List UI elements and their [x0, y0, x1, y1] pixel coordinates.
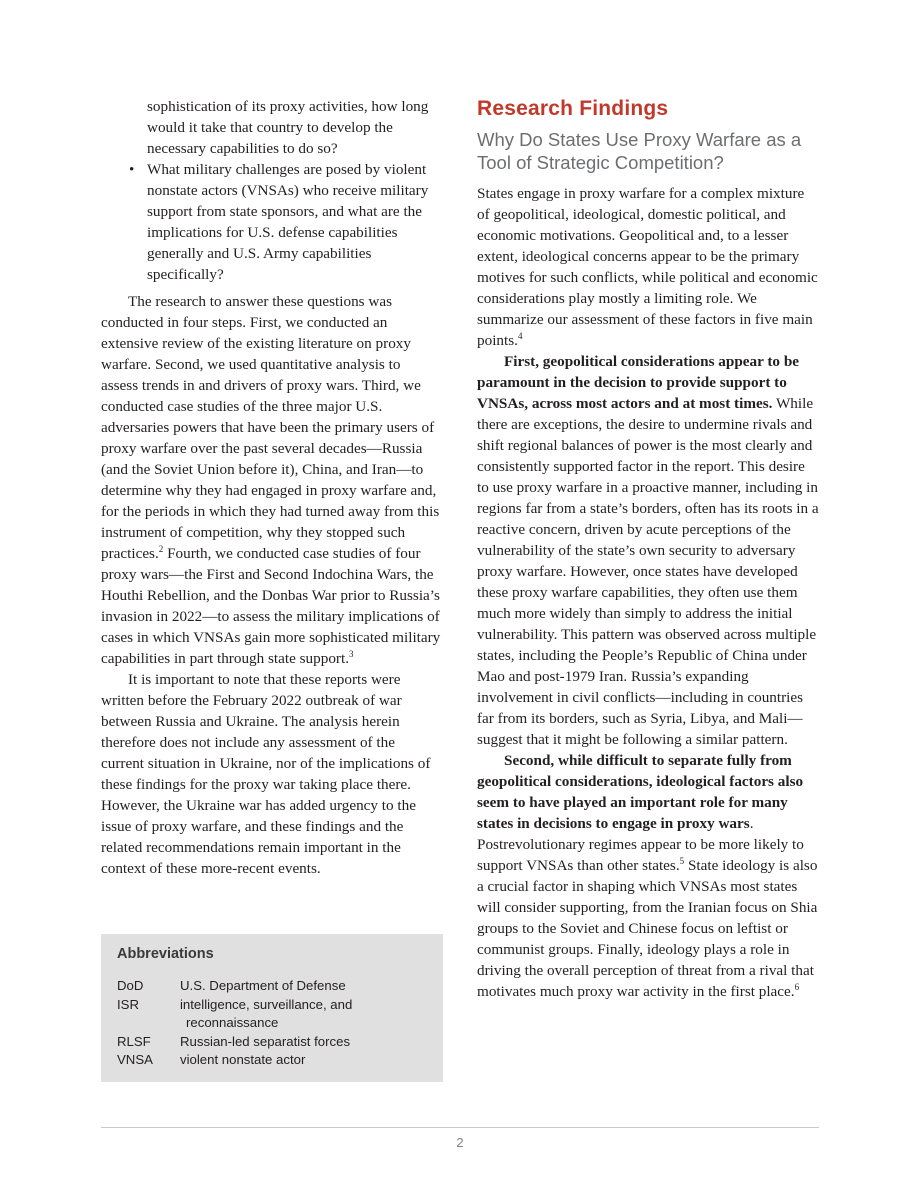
abbreviation-definition: violent nonstate actor: [180, 1052, 306, 1067]
footnote-ref: 3: [349, 648, 354, 659]
intro-paragraph: [477, 183, 819, 351]
point-one-lead: First, geopolitical considerations appear to be paramount in the decision to provide support to VNSAs, across most actors and at most times.: [477, 353, 800, 412]
paragraph-text: State ideology is also a crucial factor in shaping which VNSAs most states will consider supporting, from the Iranian focus on Shia groups to the Soviet and Chinese focus on leftist or communist groups. Finally, ideology plays a role in driving the overall perception of threat from a rival that motivates much proxy war activity in the first place.: [477, 857, 818, 1000]
abbreviation-definition: [180, 996, 437, 1033]
research-questions-list: [101, 96, 441, 285]
abbreviation-term: RLSF: [117, 1033, 151, 1049]
abbreviations-title: Abbreviations: [117, 946, 214, 962]
paragraph-text: While there are exceptions, the desire to undermine rivals and shift regional balances of power is the most clearly and consistently supported factor in the report. This desire to use proxy warfare in a proactive manner, including in regions far from a state’s borders, often has its roots in a reactive concern, driven by acute perceptions of the vulnerability of the state’s own security to adversary proxy warfare. However, once states have developed these proxy warfare capabilities, they often use them much more widely than simply to address the initial vulnerability. This pattern was observed across multiple states, including the People’s Republic of China under Mao and post-1979 Iran. Russia’s expanding involvement in civil conflicts—including in countries far from its borders, such as Syria, Libya, and Mali—suggest that it might be following a similar pattern.: [477, 395, 819, 748]
paragraph-text: States engage in proxy warfare for a complex mixture of geopolitical, ideological, domestic political, and economic motivations. Geopolitical and, to a lesser extent, ideological concerns appear to be the primary motives for such conflicts, while political and economic considerations play mostly a limiting role. We summarize our assessment of these factors in five main points.: [477, 185, 818, 349]
abbreviation-row: [117, 1051, 437, 1070]
footer-divider: [101, 1127, 819, 1128]
abbreviation-definition: U.S. Department of Defense: [180, 978, 346, 993]
abbreviation-row: [117, 977, 437, 996]
paragraph-text: . Postrevolutionary regimes appear to be more likely to support VNSAs than other states.: [477, 815, 804, 874]
ukraine-note-paragraph: It is important to note that these reports were written before the February 2022 outbreak of war between Russia and Ukraine. The analysis herein therefore does not include any assessment of the current situation in Ukraine, nor of the implications of these findings for the proxy war taking place there. However, the Ukraine war has added urgency to the issue of proxy warfare, and these findings and the related recommendations remain important in the context of these more-recent events.: [101, 671, 431, 877]
point-two-lead: Second, while difficult to separate fully from geopolitical considerations, ideological factors also seem to have played an important role for many states in decisions to engage in proxy wars: [477, 752, 804, 832]
paragraph-text: Fourth, we conducted case studies of four proxy wars—the First and Second Indochina Wars, the Houthi Rebellion, and the Donbas War prior to Russia’s invasion in 2022—to assess the military implications of cases in which VNSAs gain more sophisticated military capabilities in part through state support.: [101, 545, 441, 667]
section-title: Research Findings: [477, 97, 669, 120]
point-one-paragraph: [477, 351, 819, 750]
right-column: [477, 96, 819, 1002]
footnote-ref: 5: [679, 855, 685, 866]
bullet-item-text: What military challenges are posed by violent nonstate actors (VNSAs) who receive military support from state sponsors, and what are the implications for U.S. defense capabilities generally and U.S. Army capabilities specifically?: [147, 161, 429, 283]
paragraph-text: The research to answer these questions was conducted in four steps. First, we conducted an extensive review of the existing literature on proxy warfare. Second, we used quantitative analysis to assess trends in and drivers of proxy wars. Third, we conducted case studies of the three major U.S. adversaries powers that have been the primary users of proxy warfare over the past several decades—Russia (and the Soviet Union before it), China, and Iran—to determine why they had engaged in proxy warfare and, for the periods in which they had turned away from this instrument of competition, why they stopped such practices.: [101, 293, 440, 562]
abbreviation-term: DoD: [117, 978, 144, 993]
research-steps-paragraph: [101, 291, 441, 669]
abbreviation-term: ISR: [117, 996, 139, 1012]
footnote-ref: 4: [517, 330, 523, 341]
footnote-ref: 2: [158, 543, 164, 554]
point-two-paragraph: [477, 750, 819, 1002]
left-column: [101, 96, 441, 879]
abbreviation-term: VNSA: [117, 1052, 153, 1067]
abbreviations-box: [101, 934, 443, 1082]
abbreviation-definition-line: reconnaissance: [186, 1015, 279, 1030]
page-number: 2: [456, 1135, 464, 1150]
abbreviations-list: [117, 977, 437, 1070]
abbreviation-definition: Russian-led separatist forces: [180, 1033, 351, 1049]
abbreviation-row: [117, 996, 437, 1033]
bullet-continuation-text: sophistication of its proxy activities, how long would it take that country to develop the necessary capabilities to do so?: [147, 98, 429, 157]
abbreviation-row: [117, 1033, 437, 1052]
footnote-ref: 6: [794, 981, 800, 992]
list-item: [101, 159, 441, 285]
bullet-dot: •: [129, 161, 135, 178]
subsection-title: Why Do States Use Proxy Warfare as a Tool of Strategic Competition?: [477, 129, 802, 173]
bullet-continuation: [101, 96, 441, 159]
abbreviation-definition-line: intelligence, surveillance, and: [180, 996, 353, 1012]
